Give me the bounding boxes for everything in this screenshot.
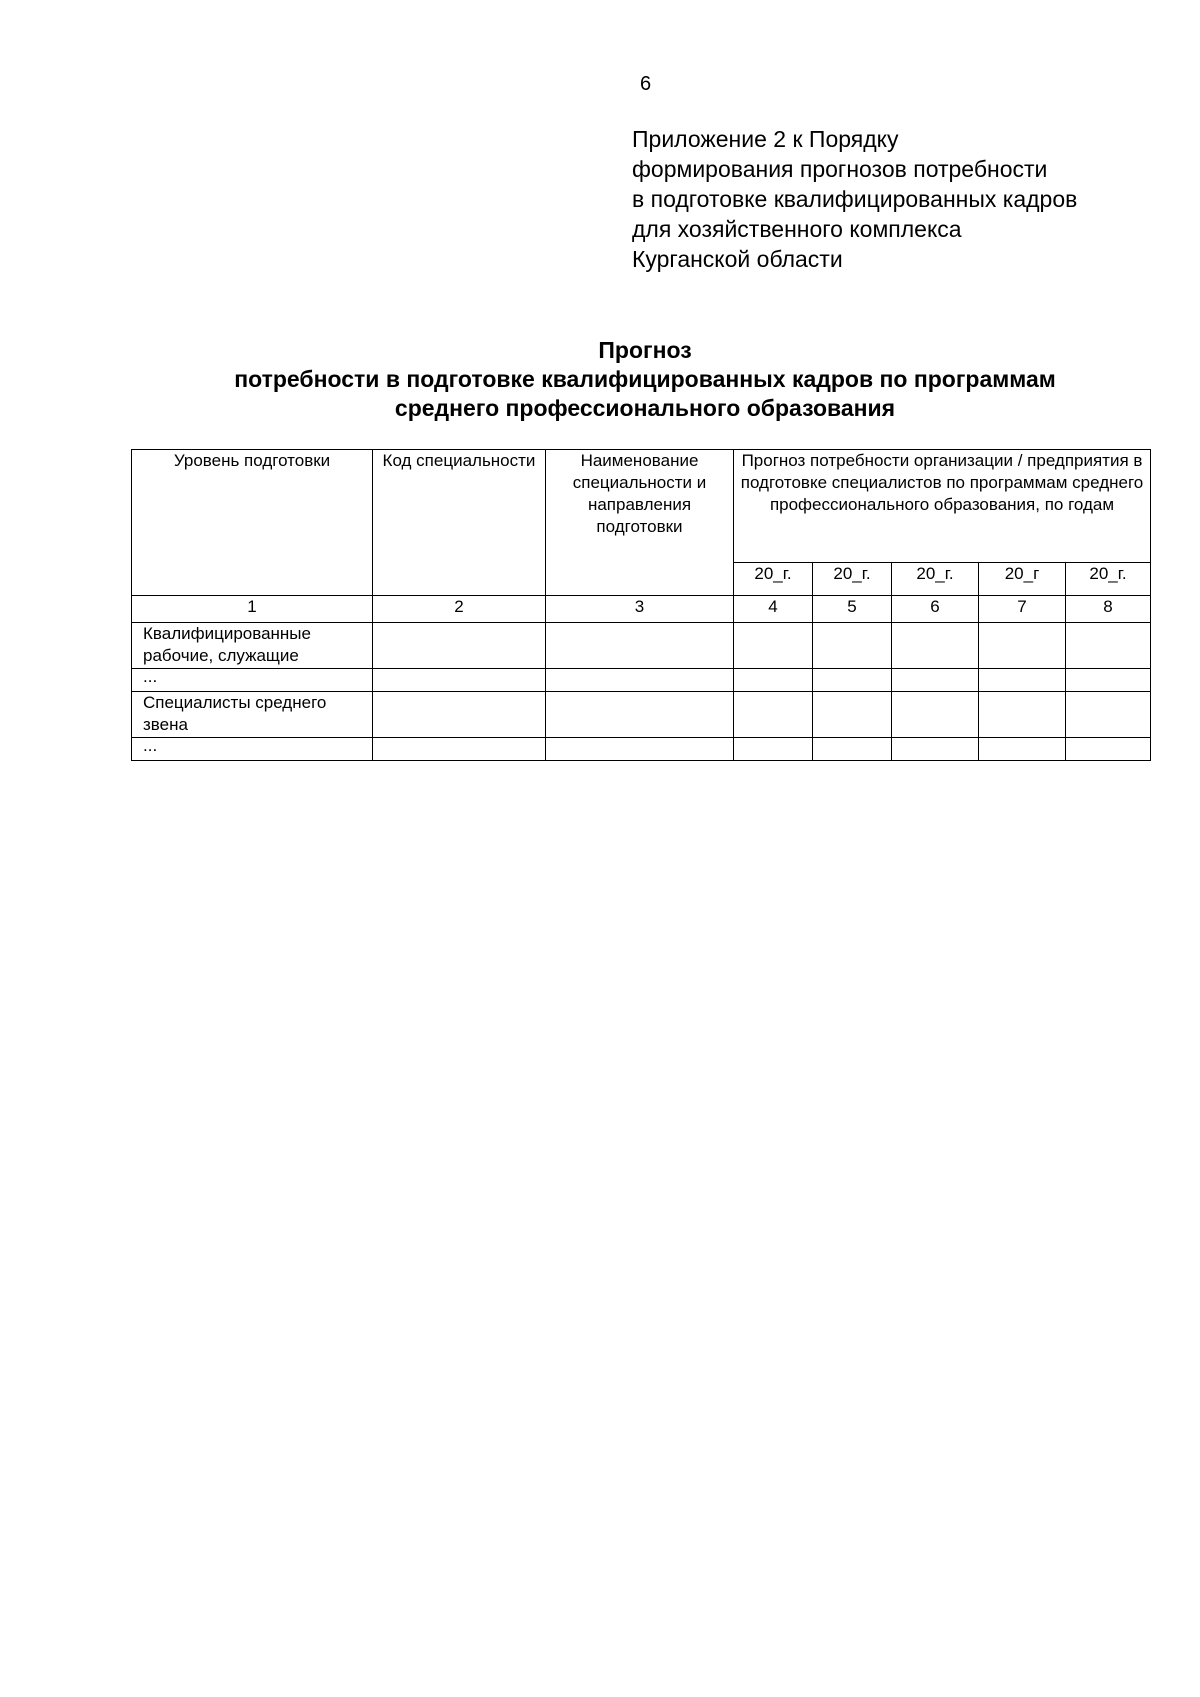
column-number: 8 xyxy=(1066,596,1151,623)
document-title xyxy=(130,336,1160,423)
table-cell xyxy=(979,623,1066,669)
table-row xyxy=(132,692,1151,738)
header-level: Уровень подготовки xyxy=(132,450,373,596)
appendix-line: в подготовке квалифицированных кадров xyxy=(632,186,1078,212)
table-cell xyxy=(979,669,1066,692)
table-cell xyxy=(813,692,892,738)
table-cell xyxy=(546,738,734,761)
forecast-table xyxy=(131,449,1151,761)
column-number-row xyxy=(132,596,1151,623)
table-cell xyxy=(546,669,734,692)
appendix-note xyxy=(632,124,1172,274)
table-cell xyxy=(892,692,979,738)
table-cell xyxy=(546,623,734,669)
table-cell xyxy=(373,692,546,738)
column-number: 6 xyxy=(892,596,979,623)
table-cell xyxy=(892,623,979,669)
column-number: 2 xyxy=(373,596,546,623)
column-number: 5 xyxy=(813,596,892,623)
table-cell xyxy=(373,738,546,761)
column-number: 3 xyxy=(546,596,734,623)
table-cell xyxy=(734,692,813,738)
year-cell: 20_г. xyxy=(734,563,813,596)
header-forecast: Прогноз потребности организации / предприятия в подготовке специалистов по программам среднего профессионального образования, по годам xyxy=(734,450,1151,563)
column-number: 1 xyxy=(132,596,373,623)
table-cell xyxy=(373,623,546,669)
row-label: ... xyxy=(132,669,373,692)
table-cell xyxy=(1066,692,1151,738)
table-cell xyxy=(813,623,892,669)
column-number: 4 xyxy=(734,596,813,623)
year-cell: 20_г. xyxy=(892,563,979,596)
table-cell xyxy=(813,669,892,692)
table-cell xyxy=(979,738,1066,761)
header-name: Наименование специальности и направления подготовки xyxy=(546,450,734,596)
table-cell xyxy=(892,738,979,761)
table-cell xyxy=(373,669,546,692)
table-cell xyxy=(892,669,979,692)
year-cell: 20_г. xyxy=(813,563,892,596)
table-row xyxy=(132,738,1151,761)
table-cell xyxy=(734,738,813,761)
title-line-1: Прогноз xyxy=(598,337,692,363)
year-cell: 20_г xyxy=(979,563,1066,596)
column-number: 7 xyxy=(979,596,1066,623)
title-line-3: среднего профессионального образования xyxy=(394,395,896,421)
appendix-line: Курганской области xyxy=(632,246,843,272)
appendix-line: Приложение 2 к Порядку xyxy=(632,126,899,152)
table-cell xyxy=(546,692,734,738)
row-label: ... xyxy=(132,738,373,761)
table-cell xyxy=(734,669,813,692)
table-row xyxy=(132,623,1151,669)
year-cell: 20_г. xyxy=(1066,563,1151,596)
table-cell xyxy=(1066,669,1151,692)
table-row xyxy=(132,669,1151,692)
table-cell xyxy=(979,692,1066,738)
page-number: 6 xyxy=(640,73,652,95)
appendix-line: формирования прогнозов потребности xyxy=(632,156,1048,182)
header-code: Код специальности xyxy=(373,450,546,596)
table-cell xyxy=(1066,623,1151,669)
table-cell xyxy=(1066,738,1151,761)
table-header-row xyxy=(132,450,1151,563)
table-cell xyxy=(734,623,813,669)
appendix-line: для хозяйственного комплекса xyxy=(632,216,962,242)
row-label: Специалисты среднего звена xyxy=(132,692,373,738)
table-cell xyxy=(813,738,892,761)
row-label: Квалифицированные рабочие, служащие xyxy=(132,623,373,669)
title-line-2: потребности в подготовке квалифицированных кадров по программам xyxy=(234,366,1056,392)
